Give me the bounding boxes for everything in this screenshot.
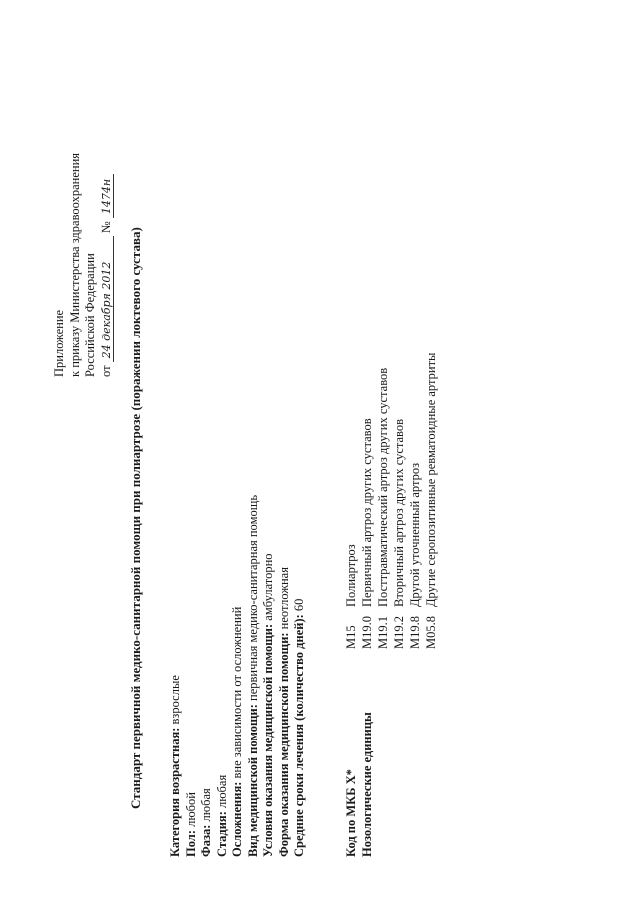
icd-description: Вторичный артроз других суставов	[392, 418, 406, 607]
param-value: амбулаторно	[261, 553, 275, 624]
icd-row	[424, 353, 440, 857]
icd-description: Посттравматический артроз других суставов	[376, 367, 390, 607]
param-care-conditions	[261, 495, 277, 857]
param-label: Условия оказания медицинской помощи:	[261, 623, 275, 857]
appendix-line-1: Приложение	[52, 309, 66, 377]
icd-code: M05.8	[424, 616, 438, 649]
param-value: неотложная	[276, 567, 291, 633]
icd-description: Другой уточненный артроз	[408, 462, 422, 607]
icd-row	[376, 353, 392, 857]
appendix-line-2: к приказу Министерства здравоохранения	[67, 152, 82, 377]
param-label: Категория возрастная:	[168, 727, 182, 857]
param-stage	[215, 495, 231, 857]
param-value: взрослые	[168, 675, 182, 728]
icd-description: Другие серопозитивные ревматоидные артриты	[424, 352, 438, 607]
appendix-line-3: Российской Федерации	[83, 253, 97, 377]
handwritten-date: 24 декабря 2012	[100, 236, 114, 362]
icd-code: M19.1	[376, 616, 390, 649]
icd-row	[408, 353, 424, 857]
param-label: Вид медицинской помощи:	[245, 704, 260, 857]
handwritten-number: 1474н	[100, 174, 114, 218]
appendix-date-line	[99, 57, 115, 377]
param-value: любая	[199, 788, 213, 825]
icd-row	[344, 353, 360, 857]
icd-description: Первичный артроз других суставов	[360, 418, 374, 607]
nosology-label: Нозологические единицы	[360, 712, 374, 857]
appendix-block	[52, 57, 114, 377]
param-label: Стадия:	[214, 811, 229, 857]
param-value: любой	[183, 792, 198, 831]
param-label: Средние сроки лечения (количество дней):	[292, 614, 306, 857]
icd-code: M19.0	[360, 616, 374, 649]
param-treatment-duration	[292, 495, 308, 857]
param-label: Пол:	[183, 830, 198, 857]
icd-code: M19.8	[408, 616, 422, 649]
icd-description: Полиартроз	[344, 544, 358, 607]
icd-row	[392, 353, 408, 857]
param-care-type	[246, 495, 262, 857]
param-value: первичная медико-санитарная помощь	[245, 494, 260, 705]
parameters-list	[168, 495, 308, 857]
icd-code-label: Код по МКБ X*	[344, 769, 358, 857]
param-value: любая	[214, 774, 229, 812]
param-complications	[230, 495, 246, 857]
param-value: 60	[292, 598, 306, 615]
param-age-category	[168, 495, 184, 857]
icd-code: M19.2	[392, 616, 406, 649]
from-label: от	[98, 365, 113, 377]
param-value: вне зависимости от осложнений	[230, 606, 244, 782]
param-sex	[184, 495, 200, 857]
param-phase	[199, 495, 215, 857]
document-title: Стандарт первичной медико-санитарной помощи при полиартрозе (поражении локтевого сустава)	[128, 227, 143, 809]
param-label: Форма оказания медицинской помощи:	[276, 632, 291, 857]
number-label: №	[98, 221, 113, 234]
icd-code: M15	[344, 625, 358, 649]
param-care-form	[277, 495, 293, 857]
param-label: Осложнения:	[230, 781, 244, 857]
icd-codes-block	[344, 353, 440, 857]
param-label: Фаза:	[199, 824, 213, 857]
icd-row	[360, 353, 376, 857]
